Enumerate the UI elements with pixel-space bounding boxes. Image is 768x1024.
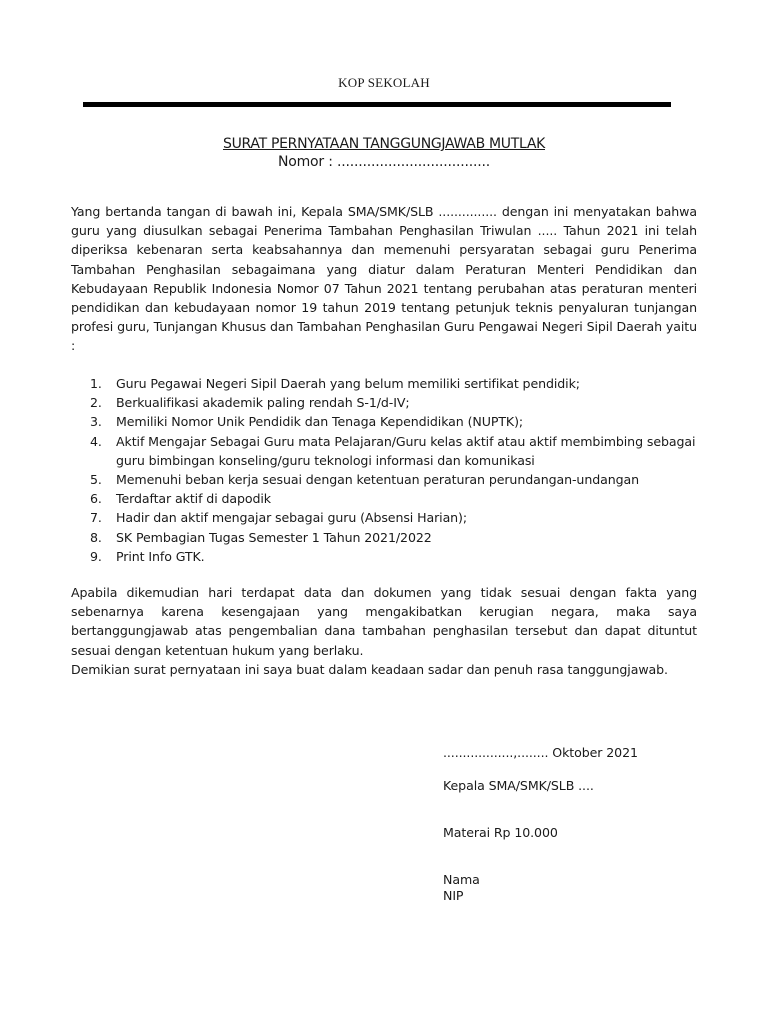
letterhead-divider: [83, 102, 671, 107]
school-letterhead: KOP SEKOLAH: [338, 75, 430, 90]
list-text: Memiliki Nomor Unik Pendidik dan Tenaga Kependidikan (NUPTK);: [116, 414, 524, 430]
signature-date: ..................,........ Oktober 2021: [443, 745, 638, 760]
list-item: [90, 489, 698, 508]
list-number: 7.: [90, 510, 102, 526]
list-item: [90, 432, 698, 470]
list-number: 1.: [90, 376, 102, 391]
list-item: [90, 412, 698, 431]
liability-paragraph: Apabila dikemudian hari terdapat data dan dokumen yang tidak sesuai dengan fakta yang sebenarnya karena kesengajaan yang mengakibatkan kerugian negara, maka saya bertanggungjawab atas pengembalian dana tambahan penghasilan tersebut dan dapat dituntut sesuai dengan ketentuan hukum yang berlaku.: [71, 585, 697, 658]
list-text: Guru Pegawai Negeri Sipil Daerah yang belum memiliki sertifikat pendidik;: [116, 376, 580, 391]
list-number: 6.: [90, 491, 102, 507]
document-number: Nomor : ....................................: [277, 154, 491, 170]
list-number: 8.: [90, 529, 102, 545]
intro-paragraph: Yang bertanda tangan di bawah ini, Kepala SMA/SMK/SLB ............... dengan ini menyatakan bahwa guru yang diusulkan sebagai Penerima Tambahan Penghasilan Triwulan ..... Tahun 2021 ini telah diperiksa kebenaran serta keabsahannya dan memenuhi persyaratan sebagai guru Penerima Tambahan Penghasilan sebagaimana yang diatur dalam Peraturan Menteri Pendidikan dan Kebudayaan Republik Indonesia Nomor 07 Tahun 2021 tentang perubahan atas peraturan menteri pendidikan dan kebudayaan nomor 19 tahun 2019 tentang petunjuk teknis penyaluran tunjangan profesi guru, Tunjangan Khusus dan Tambahan Penghasilan Guru Pengawai Negeri Sipil Daerah yaitu :: [71, 204, 697, 354]
signatory-name-label: Nama: [443, 872, 480, 887]
list-text: SK Pembagian Tugas Semester 1 Tahun 2021/2022: [116, 529, 432, 545]
list-text: Aktif Mengajar Sebagai Guru mata Pelajaran/Guru kelas aktif atau aktif membimbing sebagai guru bimbingan konseling/guru teknologi informasi dan komunikasi: [116, 433, 696, 468]
requirements-list: [90, 374, 698, 566]
signatory-nip-label: NIP: [443, 888, 464, 903]
list-item: [90, 547, 698, 566]
list-item: [90, 470, 698, 489]
list-number: 4.: [90, 433, 102, 449]
list-text: Berkualifikasi akademik paling rendah S-1/d-IV;: [116, 395, 410, 411]
list-number: 9.: [90, 548, 102, 564]
signatory-role: Kepala SMA/SMK/SLB ....: [443, 778, 594, 793]
document-title: SURAT PERNYATAAN TANGGUNGJAWAB MUTLAK: [222, 136, 545, 152]
list-text: Print Info GTK.: [116, 548, 205, 564]
list-text: Memenuhi beban kerja sesuai dengan ketentuan peraturan perundangan-undangan: [116, 472, 639, 488]
closing-paragraph: Demikian surat pernyataan ini saya buat dalam keadaan sadar dan penuh rasa tanggungjawab.: [71, 662, 668, 677]
list-item: [90, 393, 698, 412]
list-text: Terdaftar aktif di dapodik: [116, 491, 271, 507]
list-item: [90, 374, 698, 393]
list-number: 3.: [90, 414, 102, 430]
list-item: [90, 508, 698, 527]
list-item: [90, 528, 698, 547]
list-number: 5.: [90, 472, 102, 488]
list-text: Hadir dan aktif mengajar sebagai guru (Absensi Harian);: [116, 510, 468, 526]
stamp-duty-label: Materai Rp 10.000: [443, 825, 558, 840]
list-number: 2.: [90, 395, 102, 411]
